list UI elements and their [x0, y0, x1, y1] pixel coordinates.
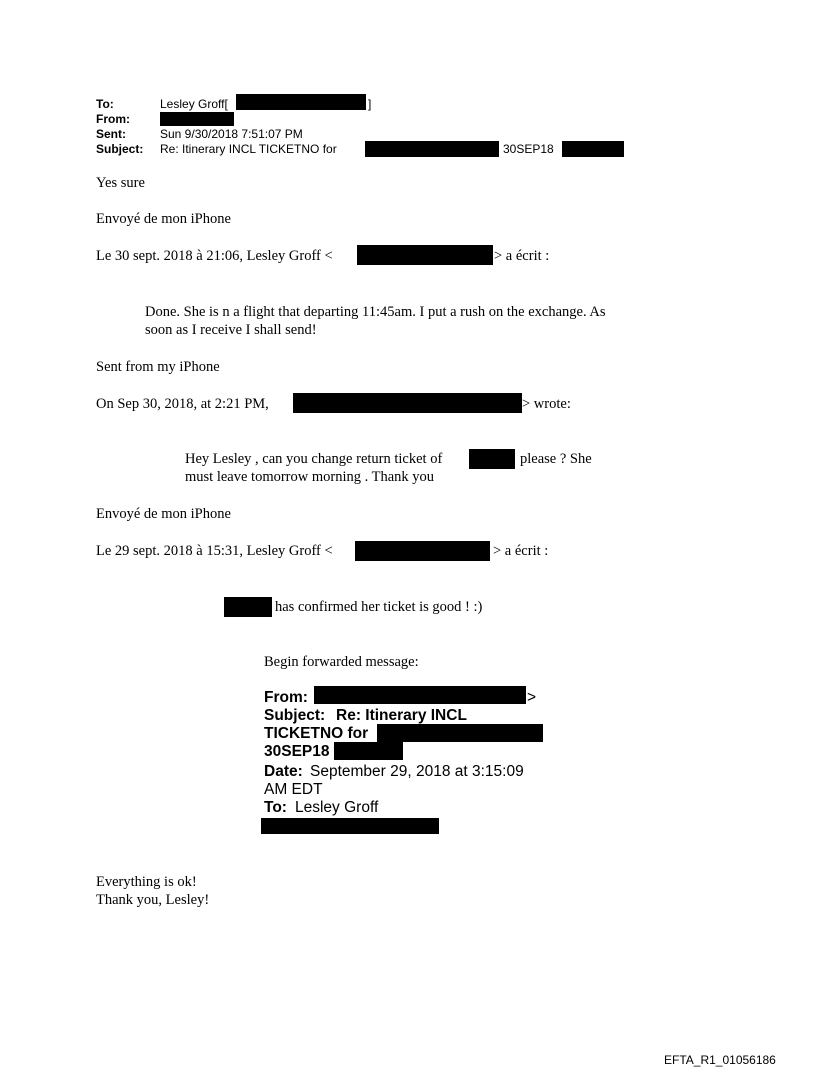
closing-text: Everything is ok!: [96, 874, 197, 890]
redaction-block: [160, 112, 234, 126]
redaction-block: [314, 686, 526, 704]
redaction-block: [236, 94, 366, 110]
redaction-block: [562, 141, 624, 157]
signature: Envoyé de mon iPhone: [96, 506, 231, 522]
subject-suffix: 30SEP18: [503, 142, 554, 156]
quote-text: Hey Lesley , can you change return ticket of: [185, 451, 443, 467]
redaction-block: [469, 449, 515, 469]
quote-intro: On Sep 30, 2018, at 2:21 PM,: [96, 396, 269, 412]
fwd-date-line1: September 29, 2018 at 3:15:09: [310, 763, 524, 780]
fwd-from-close: >: [527, 689, 537, 706]
redaction-block: [293, 393, 522, 413]
quote-text: soon as I receive I shall send!: [145, 322, 317, 338]
redaction-block: [365, 141, 499, 157]
quote-text: Done. She is n a flight that departing 11:45am. I put a rush on the exchange. As: [145, 304, 606, 320]
to-label: To:: [96, 97, 114, 111]
redaction-block: [261, 818, 439, 834]
fwd-to-value: Lesley Groff: [295, 799, 379, 816]
redaction-block: [334, 742, 403, 760]
quote-intro-end: > a écrit :: [493, 543, 549, 559]
fwd-subject-line2: TICKETNO for: [264, 725, 369, 742]
fwd-to-label: To:: [264, 799, 287, 816]
fwd-date-label: Date:: [264, 763, 303, 780]
fwd-subject-line1: Re: Itinerary INCL: [336, 707, 467, 724]
sent-label: Sent:: [96, 127, 126, 141]
fwd-subject-line3: 30SEP18: [264, 743, 330, 760]
from-label: From:: [96, 112, 130, 126]
redaction-block: [355, 541, 490, 561]
redaction-block: [224, 597, 272, 617]
to-close: ]: [368, 97, 372, 111]
reply-text: Yes sure: [96, 175, 145, 191]
quote-text: please ? She: [520, 451, 592, 467]
signature: Sent from my iPhone: [96, 359, 220, 375]
fwd-date-line2: AM EDT: [264, 781, 323, 798]
quote-intro: Le 30 sept. 2018 à 21:06, Lesley Groff <: [96, 248, 333, 264]
fwd-subject-label: Subject:: [264, 707, 326, 724]
signature: Envoyé de mon iPhone: [96, 211, 231, 227]
subject-label: Subject:: [96, 142, 144, 156]
fwd-from-label: From:: [264, 689, 308, 706]
quote-text: must leave tomorrow morning . Thank you: [185, 469, 435, 485]
quote-text: has confirmed her ticket is good ! :): [275, 599, 483, 615]
quote-intro-end: > a écrit :: [494, 248, 550, 264]
redaction-block: [357, 245, 493, 265]
quote-intro: Le 29 sept. 2018 à 15:31, Lesley Groff <: [96, 543, 333, 559]
sent-value: Sun 9/30/2018 7:51:07 PM: [160, 127, 303, 141]
to-value: Lesley Groff[: [160, 97, 228, 111]
quote-intro-end: > wrote:: [522, 396, 571, 412]
subject-value: Re: Itinerary INCL TICKETNO for: [160, 142, 337, 156]
document-id: EFTA_R1_01056186: [664, 1053, 776, 1067]
closing-text: Thank you, Lesley!: [96, 892, 210, 908]
forwarded-intro: Begin forwarded message:: [264, 654, 419, 670]
redaction-block: [377, 724, 543, 742]
